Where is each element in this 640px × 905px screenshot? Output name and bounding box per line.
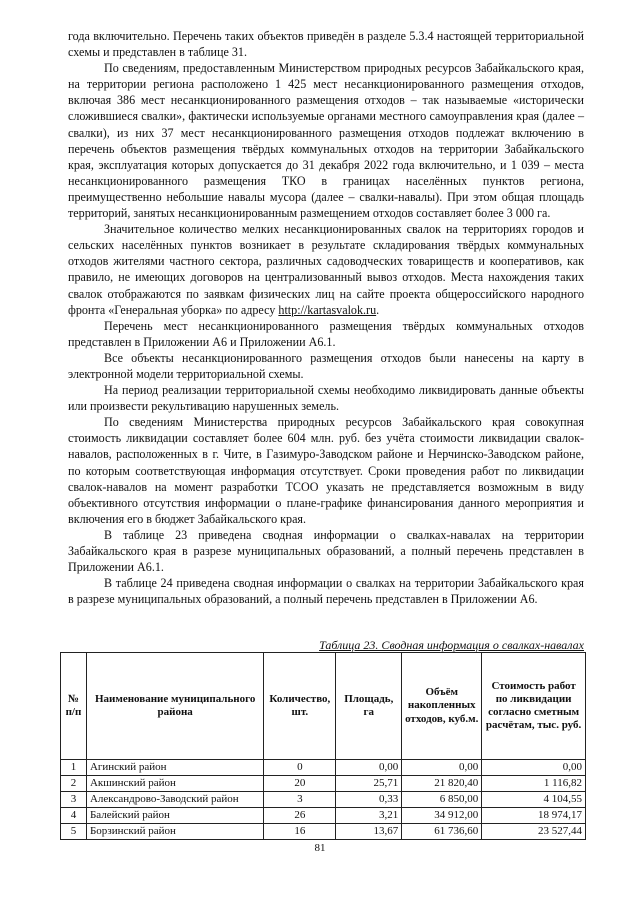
cell-count: 20 — [264, 776, 336, 792]
paragraph-small-dumps-text: Значительное количество мелких несанкционированных свалок на территориях городов и сельских населённых пунктов возникает в результате складирования твёрдых коммунальных отходов жителями частного сектора, различных садоводческих товариществ и кооперативов, как правило, не имеющих договоров на централизованный вывоз отходов. Места нахождения таких свалок отображаются по заявкам физических лиц на сайте проекта общероссийского народного фронта «Генеральная уборка» по адресу — [68, 222, 584, 317]
cell-cost: 0,00 — [482, 760, 586, 776]
cell-area: 0,00 — [336, 760, 402, 776]
header-volume: Объём накопленных отходов, куб.м. — [402, 653, 482, 760]
cell-area: 3,21 — [336, 808, 402, 824]
paragraph-table23-ref: В таблице 23 приведена сводная информации о свалках-навалах на территории Забайкальского края в разрезе муниципальных образований, а полный перечень представлен в Приложении А6.1. — [68, 527, 584, 575]
cell-count: 26 — [264, 808, 336, 824]
cell-count: 3 — [264, 792, 336, 808]
table-header-row — [61, 653, 586, 760]
dumps-summary-table — [60, 652, 586, 840]
cell-volume: 6 850,00 — [402, 792, 482, 808]
cell-num: 5 — [61, 824, 87, 840]
kartasvalok-link[interactable]: http://kartasvalok.ru — [278, 302, 377, 317]
table-caption: Таблица 23. Сводная информация о свалках-навалах — [319, 638, 584, 652]
table-row — [61, 824, 586, 840]
table-row — [61, 776, 586, 792]
cell-cost: 18 974,17 — [482, 808, 586, 824]
paragraph-liquidate: На период реализации территориальной схемы необходимо ликвидировать данные объекты или произвести рекультивацию нарушенных земель. — [68, 383, 584, 414]
header-area: Площадь, га — [336, 653, 402, 760]
cell-num: 3 — [61, 792, 87, 808]
cell-volume: 21 820,40 — [402, 776, 482, 792]
page-number: 81 — [314, 842, 326, 854]
table-row — [61, 792, 586, 808]
table-row — [61, 760, 586, 776]
cell-district: Балейский район — [86, 808, 263, 824]
header-num: № п/п — [61, 653, 87, 760]
cell-district: Агинский район — [86, 760, 263, 776]
paragraph-continuation: года включительно. Перечень таких объектов приведён в разделе 5.3.4 настоящей территориальной схемы и представлен в таблице 31. — [68, 29, 584, 60]
body-text — [68, 28, 584, 607]
link-suffix: . — [376, 302, 380, 317]
cell-district: Акшинский район — [86, 776, 263, 792]
cell-num: 2 — [61, 776, 87, 792]
cell-volume: 34 912,00 — [402, 808, 482, 824]
cell-cost: 1 116,82 — [482, 776, 586, 792]
cell-area: 0,33 — [336, 792, 402, 808]
cell-district: Александрово-Заводский район — [86, 792, 263, 808]
cell-cost: 23 527,44 — [482, 824, 586, 840]
cell-count: 16 — [264, 824, 336, 840]
header-count: Количество, шт. — [264, 653, 336, 760]
paragraph-list-appendix: Перечень мест несанкционированного размещения твёрдых коммунальных отходов представлен в Приложении А6 и Приложении А6.1. — [68, 318, 584, 349]
paragraph-table24-ref: В таблице 24 приведена сводная информации о свалках на территории Забайкальского края в разрезе муниципальных образований, а полный перечень представлен в Приложении А6. — [68, 576, 584, 607]
cell-num: 1 — [61, 760, 87, 776]
cell-area: 25,71 — [336, 776, 402, 792]
cell-volume: 61 736,60 — [402, 824, 482, 840]
paragraph-sources: По сведениям, предоставленным Министерством природных ресурсов Забайкальского края, на территории региона расположено 1 425 мест несанкционированного размещения отходов, включая 386 мест несанкционированного размещения отходов – так называемые «исторически сложившиеся свалки», фактически используемые органами местного самоуправления края (далее – свалки), из них 37 мест несанкционированного размещения отходов подлежат включению в перечень объектов размещения твёрдых коммунальных отходов на территории Забайкальского края, эксплуатация которых допускается до 31 декабря 2022 года включительно, и 1 039 – места несанкционированного размещения ТКО в границах населённых пунктов региона, преимущественно небольшие навалы мусора (далее – свалки-навалы). При этом общая площадь территорий, занятых несанкционированным размещением отходов составляет более 3 000 га. — [68, 61, 584, 221]
paragraph-cost: По сведениям Министерства природных ресурсов Забайкальского края совокупная стоимость ликвидации составляет более 604 млн. руб. без учёта стоимости ликвидации свалок-навалов, расположенных в г. Чите, в Газимуро-Заводском районе и Нерчинско-Заводском районе, по которым соответствующая информация отсутствует. Сроки проведения работ по ликвидации свалок-навалов на момент разработки ТСОО указать не представляется возможным в виду объективного отсутствия информации о плане-графике финансирования данного мероприятия и включения его в бюджет Забайкальского края. — [68, 415, 584, 526]
cell-num: 4 — [61, 808, 87, 824]
cell-district: Борзинский район — [86, 824, 263, 840]
cell-volume: 0,00 — [402, 760, 482, 776]
cell-count: 0 — [264, 760, 336, 776]
paragraph-small-dumps — [68, 221, 584, 318]
table-row — [61, 808, 586, 824]
cell-cost: 4 104,55 — [482, 792, 586, 808]
header-district: Наименование муниципального района — [86, 653, 263, 760]
paragraph-map: Все объекты несанкционированного размещения отходов были нанесены на карту в электронной модели территориальной схемы. — [68, 350, 584, 381]
cell-area: 13,67 — [336, 824, 402, 840]
header-cost: Стоимость работ по ликвидации согласно сметным расчётам, тыс. руб. — [482, 653, 586, 760]
